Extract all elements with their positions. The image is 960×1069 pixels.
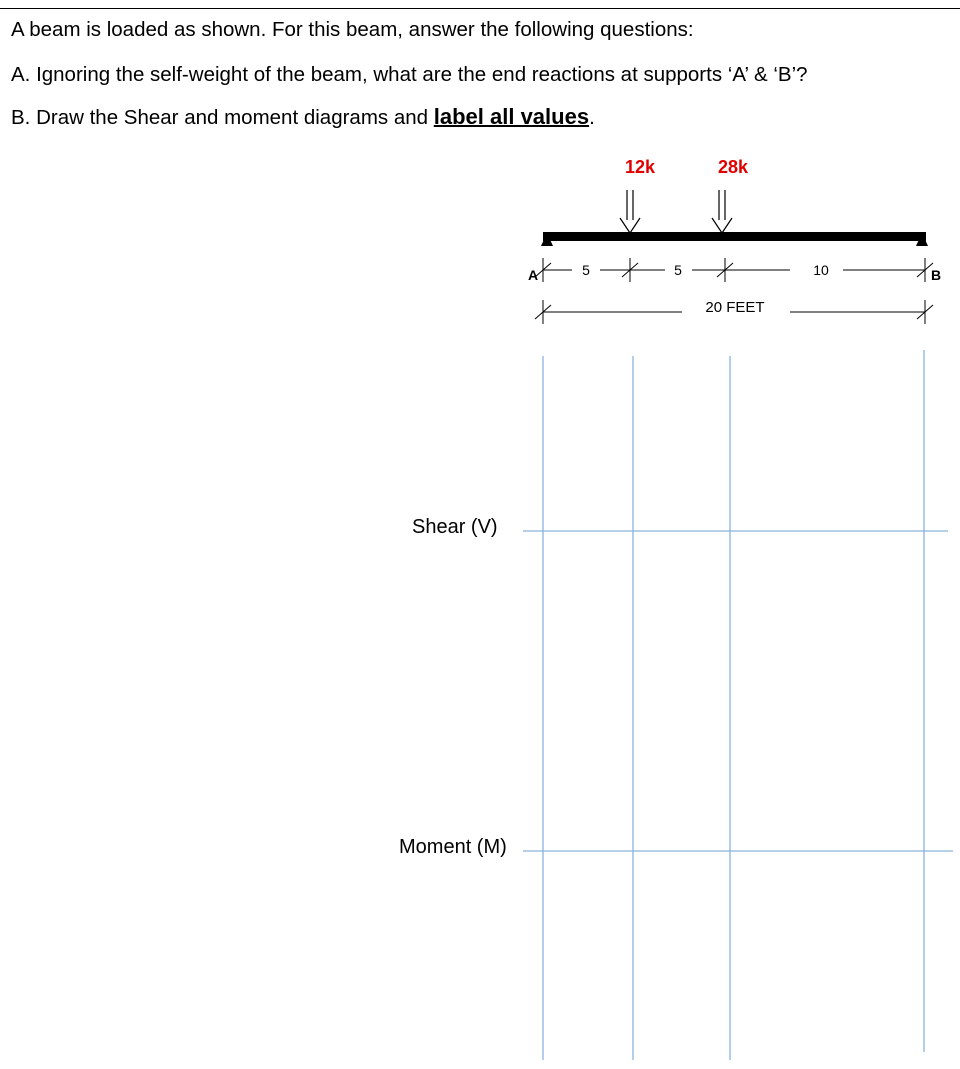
- shear-label: Shear (V): [412, 516, 498, 538]
- load-label-12k: 12k: [624, 157, 656, 177]
- beam: [543, 232, 926, 241]
- diagram-grid: [523, 350, 953, 1060]
- segment-label-2: 5: [674, 262, 682, 278]
- part-b-prefix: B. Draw the Shear and moment diagrams and: [11, 106, 434, 129]
- moment-label: Moment (M): [399, 836, 507, 858]
- total-length-label: 20 FEET: [705, 299, 765, 316]
- question-part-a: A. Ignoring the self-weight of the beam, what are the end reactions at supports ‘A’ & ‘B’?: [11, 63, 808, 86]
- support-b-label: B: [930, 267, 942, 283]
- part-b-suffix: .: [589, 106, 595, 129]
- segment-label-1: 5: [582, 262, 590, 278]
- load-label-28k: 28k: [717, 157, 749, 177]
- segment-dimension-line: [535, 258, 933, 282]
- question-intro: A beam is loaded as shown. For this beam, answer the following questions:: [11, 18, 694, 41]
- load-arrow-28k: [712, 190, 732, 233]
- segment-label-3: 10: [813, 262, 829, 278]
- part-b-emphasis: label all values: [433, 104, 590, 129]
- load-arrow-12k: [620, 190, 640, 233]
- support-a-label: A: [527, 267, 539, 283]
